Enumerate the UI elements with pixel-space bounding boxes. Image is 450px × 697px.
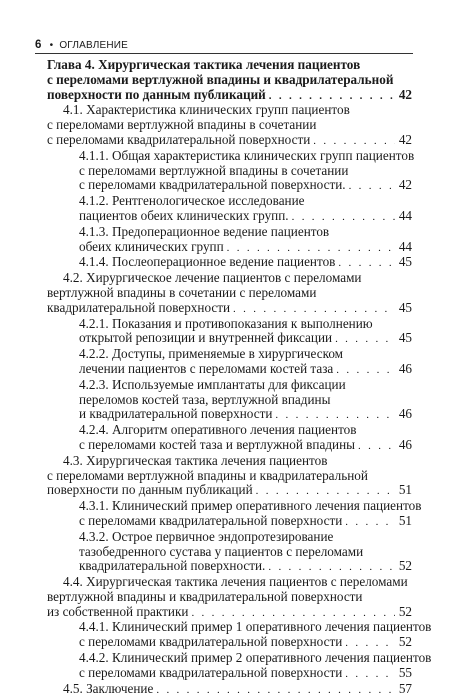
toc-entry-text: пациентов обеих клинических групп.: [79, 207, 289, 223]
toc-entry[interactable]: [47, 347, 412, 378]
toc-entry-text: из собственной практики: [47, 603, 189, 619]
toc-entry-line: [79, 194, 412, 209]
dot-leader: [227, 241, 395, 256]
toc-entry-last-line: [79, 362, 412, 378]
toc-entry[interactable]: [47, 575, 412, 620]
table-of-contents: [47, 57, 432, 697]
toc-entry-text: 4.2.2. Доступы, применяемые в хирургическом: [79, 346, 344, 362]
dot-leader: [345, 667, 395, 682]
toc-entry-text: открытой репозиции и внутренней фиксации: [79, 330, 333, 346]
toc-entry-text: лечении пациентов с переломами костей таза: [79, 360, 334, 376]
dot-leader: [345, 515, 395, 530]
toc-page-number: 42: [398, 131, 412, 147]
toc-entry-text: и квадрилатеральной поверхности: [79, 406, 273, 422]
dot-leader: [256, 484, 395, 499]
toc-page-number: 42: [398, 177, 412, 193]
toc-entry-text: вертлужной впадины в сочетании с переломами: [47, 284, 317, 300]
toc-entry[interactable]: [47, 103, 412, 148]
toc-entry-line: [47, 286, 412, 301]
toc-entry-text: 4.1.2. Рентгенологическое исследование: [79, 193, 305, 209]
toc-entry-line: [47, 590, 412, 605]
toc-entry-text: квадрилатеральной поверхности.: [79, 558, 266, 574]
dot-leader: [358, 439, 395, 454]
dot-leader: [338, 256, 395, 271]
toc-entry[interactable]: [47, 619, 432, 651]
toc-entry-line: [79, 530, 412, 545]
toc-entry-text: тазобедренного сустава у пациентов с переломами: [79, 543, 364, 559]
toc-entry-line: [79, 393, 412, 408]
toc-entry-line: [79, 650, 432, 666]
toc-page-number: 52: [398, 558, 412, 574]
dot-leader: [345, 636, 395, 651]
toc-entry-line: [79, 619, 432, 635]
toc-entry-text: с переломами квадрилатеральной поверхности.: [79, 177, 346, 193]
toc-entry-line: [47, 118, 412, 133]
toc-entry-line: [79, 225, 412, 240]
toc-page-number: 51: [398, 482, 412, 498]
toc-entry-last-line: [63, 682, 412, 697]
toc-entry-last-line: [79, 240, 412, 256]
toc-entry-text: обеих клинических групп: [79, 238, 224, 254]
toc-entry-text: с переломами костей таза и вертлужной впадины: [79, 436, 356, 452]
toc-entry[interactable]: [47, 650, 432, 682]
toc-entry[interactable]: [47, 530, 412, 575]
toc-entry-text: с переломами вертлужной впадины в сочетании: [47, 117, 317, 133]
toc-entry-text: с переломами квадрилатеральной поверхности: [79, 664, 343, 680]
toc-entry-text: 4.4.1. Клинический пример 1 оперативного лечения пациентов: [79, 619, 432, 635]
bullet-separator: •: [49, 39, 54, 51]
toc-entry-last-line: [47, 483, 412, 499]
toc-entry-text: 4.1.3. Предоперационное ведение пациентов: [79, 223, 330, 239]
toc-entry-line: [79, 147, 415, 164]
toc-page-number: 51: [398, 512, 412, 528]
toc-entry-text: переломов костей таза, вертлужной впадины: [79, 391, 331, 407]
page-number: 6: [35, 39, 42, 51]
toc-entry-text: 4.5. Заключение: [63, 680, 154, 696]
toc-entry-text: с переломами квадрилатеральной поверхности: [79, 634, 343, 650]
toc-entry-text: 4.1.4. Послеоперационное ведение пациентов: [79, 254, 336, 270]
toc-entry-line: [63, 271, 412, 286]
toc-page-number: 55: [398, 664, 412, 680]
toc-entry[interactable]: [47, 58, 412, 103]
toc-entry-last-line: [79, 666, 412, 682]
toc-page-number: 46: [398, 436, 412, 452]
toc-entry-line: [79, 545, 412, 560]
toc-entry[interactable]: [47, 682, 412, 697]
toc-entry-last-line: [79, 635, 412, 651]
toc-entry-text: с переломами квадрилатеральной поверхности: [47, 131, 311, 147]
toc-entry-last-line: [47, 605, 412, 621]
toc-entry[interactable]: [47, 498, 422, 530]
toc-entry-last-line: [79, 407, 412, 423]
dot-leader: [313, 134, 395, 149]
toc-entry-text: 4.1.1. Общая характеристика клинических групп пациентов: [79, 147, 415, 163]
dot-leader: [233, 302, 395, 317]
toc-entry-text: квадрилатеральной поверхности: [47, 299, 231, 315]
toc-entry[interactable]: [47, 271, 412, 316]
toc-entry-last-line: [47, 88, 412, 104]
toc-entry-line: [63, 454, 412, 469]
toc-entry-text: с переломами квадрилатеральной поверхности: [79, 512, 343, 528]
toc-entry-line: [79, 378, 412, 393]
dot-leader: [349, 179, 395, 194]
toc-page-number: 57: [398, 680, 412, 696]
toc-entry-line: [63, 103, 412, 118]
dot-leader: [191, 606, 395, 621]
toc-entry-line: [47, 469, 412, 484]
running-header-title: ОГЛАВЛЕНИЕ: [59, 39, 129, 51]
toc-entry-text: 4.3.1. Клинический пример оперативного лечения пациентов: [79, 498, 422, 514]
toc-entry[interactable]: [47, 454, 412, 499]
toc-page-number: 45: [398, 330, 412, 346]
toc-entry-text: поверхности по данным публикаций: [47, 86, 266, 102]
toc-page-number: 46: [398, 406, 412, 422]
toc-entry-text: 4.4.2. Клинический пример 2 оперативного лечения пациентов: [79, 650, 432, 666]
toc-page-number: 44: [398, 207, 412, 223]
toc-entry-last-line: [79, 255, 412, 271]
toc-page-number: 44: [398, 238, 412, 254]
toc-entry-last-line: [79, 331, 412, 347]
toc-entry[interactable]: [47, 317, 412, 348]
toc-entry-text: с переломами вертлужной впадины и квадрилатеральной: [47, 467, 368, 483]
dot-leader: [292, 210, 395, 225]
toc-page-number: 45: [398, 299, 412, 315]
toc-entry-line: [47, 58, 412, 73]
toc-entry-line: [63, 575, 412, 590]
toc-entry-text: 4.4. Хирургическая тактика лечения пациентов с переломами: [63, 574, 408, 590]
dot-leader: [336, 363, 395, 378]
toc-entry-text: Глава 4. Хирургическая тактика лечения пациентов: [47, 57, 361, 72]
running-header: [35, 39, 128, 51]
toc-entry-line: [79, 164, 412, 179]
toc-entry-line: [79, 317, 412, 332]
dot-leader: [275, 408, 395, 423]
toc-entry-last-line: [79, 178, 412, 194]
toc-entry-line: [79, 423, 412, 438]
header-rule: [35, 53, 413, 54]
toc-page-number: 45: [398, 254, 412, 270]
toc-entry-text: 4.1. Характеристика клинических групп пациентов: [63, 102, 350, 118]
toc-entry-last-line: [79, 209, 412, 225]
toc-entry-last-line: [47, 133, 412, 149]
toc-entry-text: 4.2.4. Алгоритм оперативного лечения пациентов: [79, 422, 357, 438]
toc-entry-text: 4.3.2. Острое первичное эндопротезирование: [79, 528, 334, 544]
dot-leader: [269, 89, 395, 104]
toc-entry-line: [47, 73, 412, 88]
toc-page-number: 52: [398, 634, 412, 650]
toc-entry-line: [79, 347, 412, 362]
toc-entry-text: поверхности по данным публикаций: [47, 482, 253, 498]
toc-entry[interactable]: [47, 255, 412, 271]
toc-entry-text: 4.2.1. Показания и противопоказания к выполнению: [79, 315, 373, 331]
toc-entry[interactable]: [47, 194, 412, 225]
toc-entry-line: [79, 498, 422, 514]
toc-entry-text: с переломами вертлужной впадины и квадрилатеральной: [47, 71, 394, 87]
toc-entry[interactable]: [47, 378, 412, 423]
toc-page-number: 46: [398, 360, 412, 376]
toc-entry-text: вертлужной впадины и квадрилатеральной поверхности: [47, 588, 363, 604]
toc-entry-text: 4.2.3. Используемые имплантаты для фиксации: [79, 376, 346, 392]
toc-entry-last-line: [79, 438, 412, 454]
toc-entry[interactable]: [47, 423, 412, 454]
toc-entry-last-line: [79, 559, 412, 575]
toc-entry[interactable]: [47, 147, 415, 194]
toc-entry-last-line: [79, 514, 412, 530]
toc-page-number: 52: [398, 603, 412, 619]
toc-entry-last-line: [47, 301, 412, 317]
toc-entry-text: 4.3. Хирургическая тактика лечения пациентов: [63, 452, 328, 468]
dot-leader: [335, 332, 395, 347]
dot-leader: [156, 683, 395, 697]
dot-leader: [268, 560, 395, 575]
toc-entry-text: 4.2. Хирургическое лечение пациентов с переломами: [63, 270, 362, 286]
toc-entry[interactable]: [47, 225, 412, 256]
toc-page-number: 42: [398, 86, 412, 102]
toc-entry-text: с переломами вертлужной впадины в сочетании: [79, 162, 349, 178]
